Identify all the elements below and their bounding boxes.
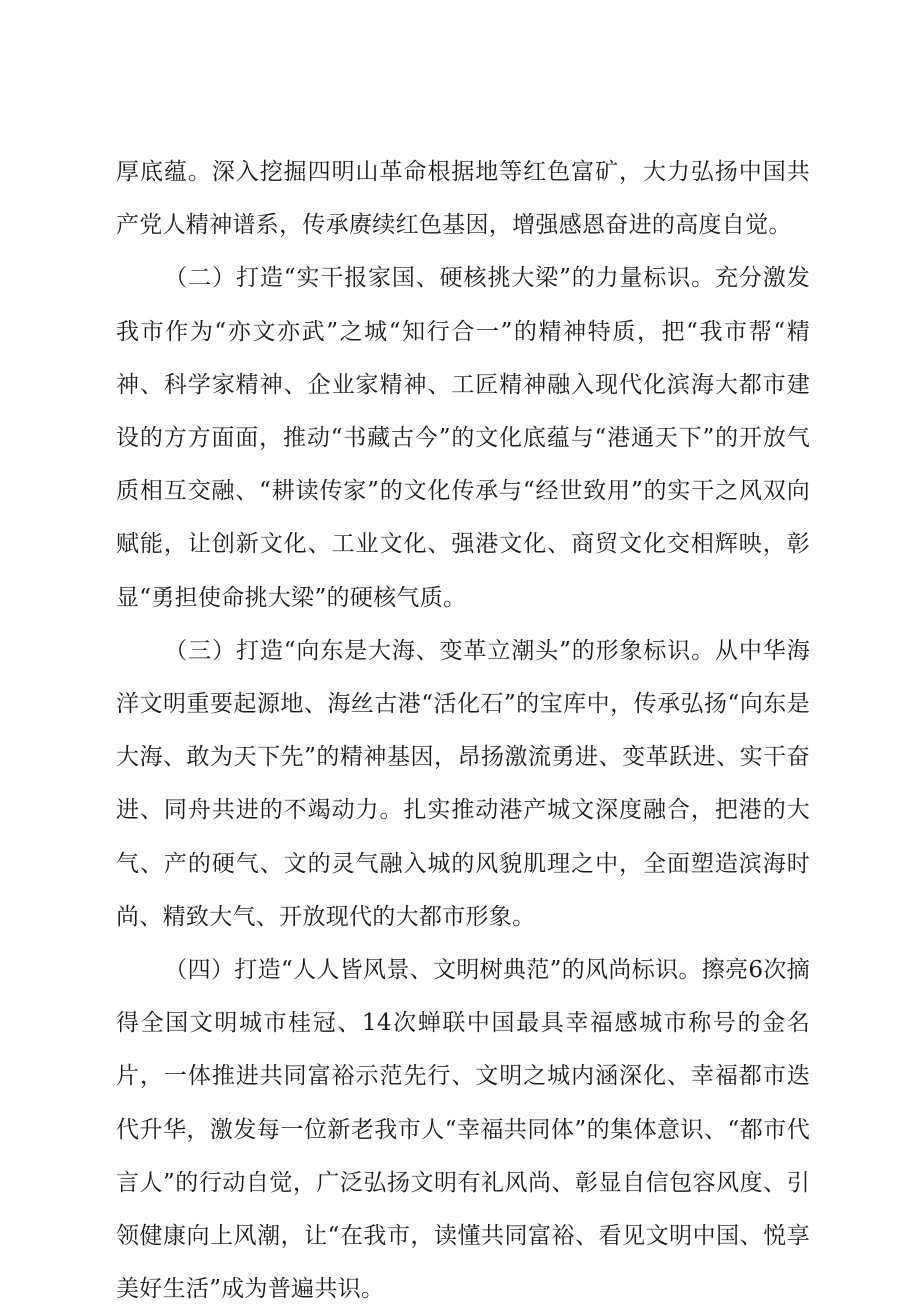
document-body <box>116 146 810 1316</box>
paragraph-intro-continuation: 厚底蕴。深入挖掘四明山革命根据地等红色富矿，大力弘扬中国共产党人精神谱系，传承赓续红色基因，增强感恩奋进的高度自觉。 <box>116 159 810 239</box>
paragraph-section-four: （四）打造“人人皆风景、文明树典范”的风尚标识。擦亮6次摘得全国文明城市桂冠、14次蝉联中国最具幸福感城市称号的金名片，一体推进共同富裕示范先行、文明之城内涵深化、幸福都市迭代升华，激发每一位新老我市人“幸福共同体”的集体意识、“都市代言人”的行动自觉，广泛弘扬文明有礼风尚、彰显自信包容风度、引领健康向上风潮，让“在我市，读懂共同富裕、看见文明中国、悦享美好生活”成为普遍共识。 <box>116 957 810 1303</box>
paragraph-section-two: （二）打造“实干报家国、硬核挑大梁”的力量标识。充分激发我市作为“亦文亦武”之城“知行合一”的精神特质，把“我市帮“精神、科学家精神、企业家精神、工匠精神融入现代化滨海大都市建设的方方面面，推动“书藏古今”的文化底蕴与“港通天下”的开放气质相互交融、“耕读传家”的文化传承与“经世致用”的实干之风双向赋能，让创新文化、工业文化、强港文化、商贸文化交相辉映，彰显“勇担使命挑大梁”的硬核气质。 <box>116 265 810 611</box>
paragraph-section-three: （三）打造“向东是大海、变革立潮头”的形象标识。从中华海洋文明重要起源地、海丝古港“活化石”的宝库中，传承弘扬“向东是大海、敢为天下先”的精神基因，昂扬激流勇进、变革跃进、实干奋进、同舟共进的不竭动力。扎实推动港产城文深度融合，把港的大气、产的硬气、文的灵气融入城的风貌肌理之中，全面塑造滨海时尚、精致大气、开放现代的大都市形象。 <box>116 637 810 930</box>
